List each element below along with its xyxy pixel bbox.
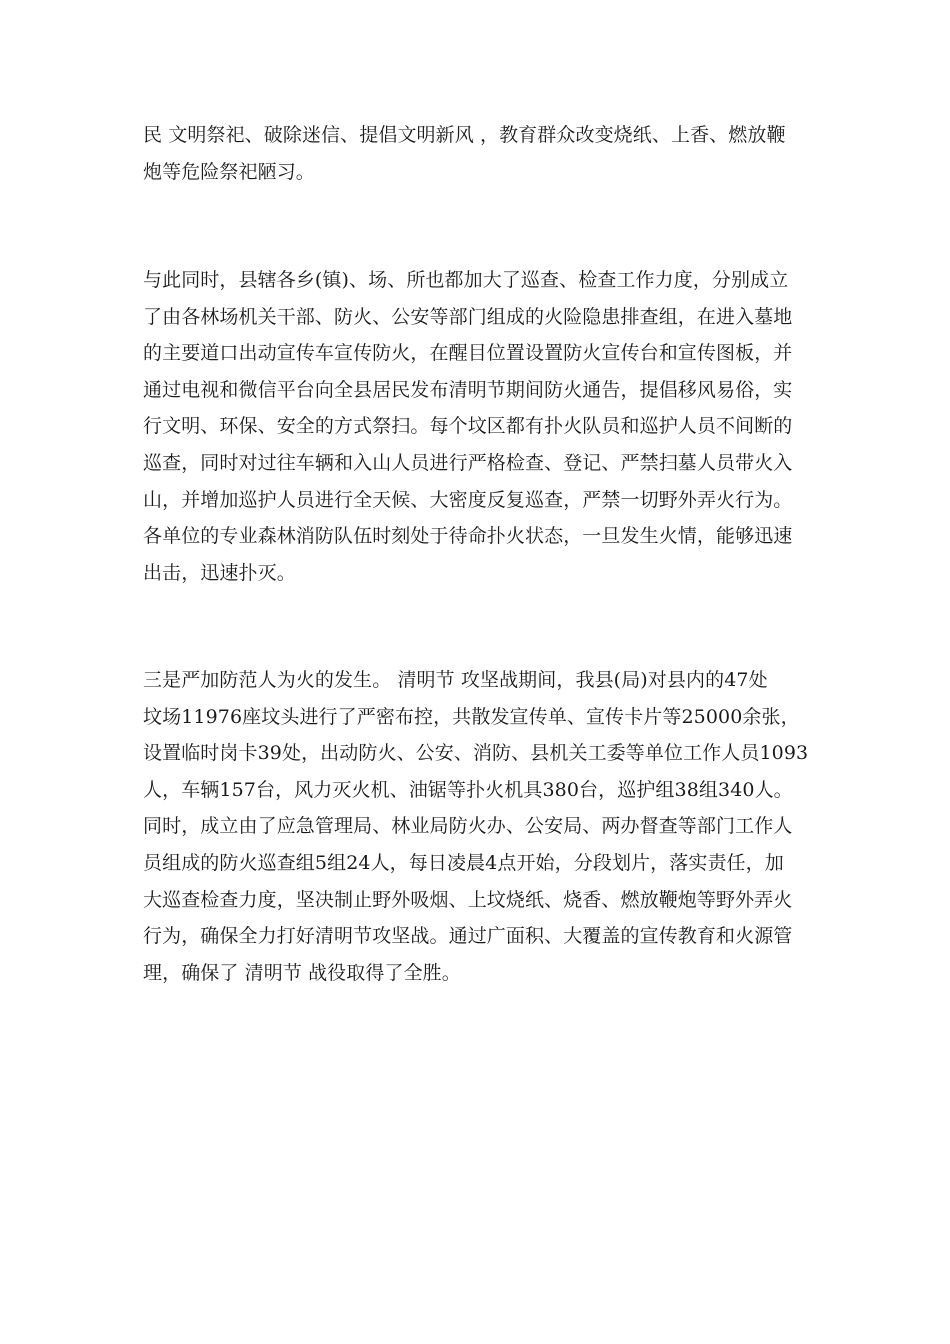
paragraph-township-inspection — [143, 262, 815, 591]
text-line: 出击，迅速扑灭。 — [143, 561, 296, 584]
text-line: 人，车辆157台，风力灭火机、油锯等扑火机具380台，巡护组38组340人。 — [143, 778, 793, 801]
text-line: 与此同时，县辖各乡(镇)、场、所也都加大了巡查、检查工作力度，分别成立 — [143, 269, 789, 291]
text-line: 坟场11976座坟头进行了严密布控，共散发宣传单、宣传卡片等25000余张， — [143, 705, 800, 728]
text-line: 各单位的专业森林消防队伍时刻处于待命扑火状态，一旦发生火情，能够迅速 — [143, 525, 793, 548]
paragraph-human-fire-prevention — [143, 662, 815, 991]
text-line: 山，并增加巡护人员进行全天候、大密度反复巡查，严禁一切野外弄火行为。 — [143, 488, 793, 511]
text-line: 三是严加防范人为火的发生。 清明节 攻坚战期间，我县(局)对县内的47处 — [143, 669, 768, 691]
text-line: 大巡查检查力度，坚决制止野外吸烟、上坟烧纸、烧香、燃放鞭炮等野外弄火 — [143, 888, 793, 911]
text-line: 巡查，同时对过往车辆和入山人员进行严格检查、登记、严禁扫墓人员带火入 — [143, 451, 793, 474]
text-line: 行为，确保全力打好清明节攻坚战。通过广面积、大覆盖的宣传教育和火源管 — [143, 925, 793, 948]
text-line: 通过电视和微信平台向全县居民发布清明节期间防火通告，提倡移风易俗，实 — [143, 378, 793, 401]
text-line: 同时，成立由了应急管理局、林业局防火办、公安局、两办督查等部门工作人 — [143, 815, 793, 838]
paragraph-civilized-sacrifice — [143, 117, 815, 190]
text-line: 行文明、环保、安全的方式祭扫。每个坟区都有扑火队员和巡护人员不间断的 — [143, 415, 793, 438]
text-line: 民 文明祭祀、破除迷信、提倡文明新风 ，教育群众改变烧纸、上香、燃放鞭 — [143, 124, 786, 146]
text-line: 员组成的防火巡查组5组24人，每日凌晨4点开始，分段划片，落实责任，加 — [143, 851, 784, 874]
text-line: 的主要道口出动宣传车宣传防火，在醒目位置设置防火宣传台和宣传图板，并 — [143, 342, 793, 365]
text-line: 理，确保了 清明节 战役取得了全胜。 — [143, 961, 461, 984]
text-line: 炮等危险祭祀陋习。 — [143, 160, 315, 183]
text-line: 设置临时岗卡39处，出动防火、公安、消防、县机关工委等单位工作人员1093 — [143, 742, 809, 765]
text-line: 了由各林场机关干部、防火、公安等部门组成的火险隐患排查组，在进入墓地 — [143, 305, 793, 328]
